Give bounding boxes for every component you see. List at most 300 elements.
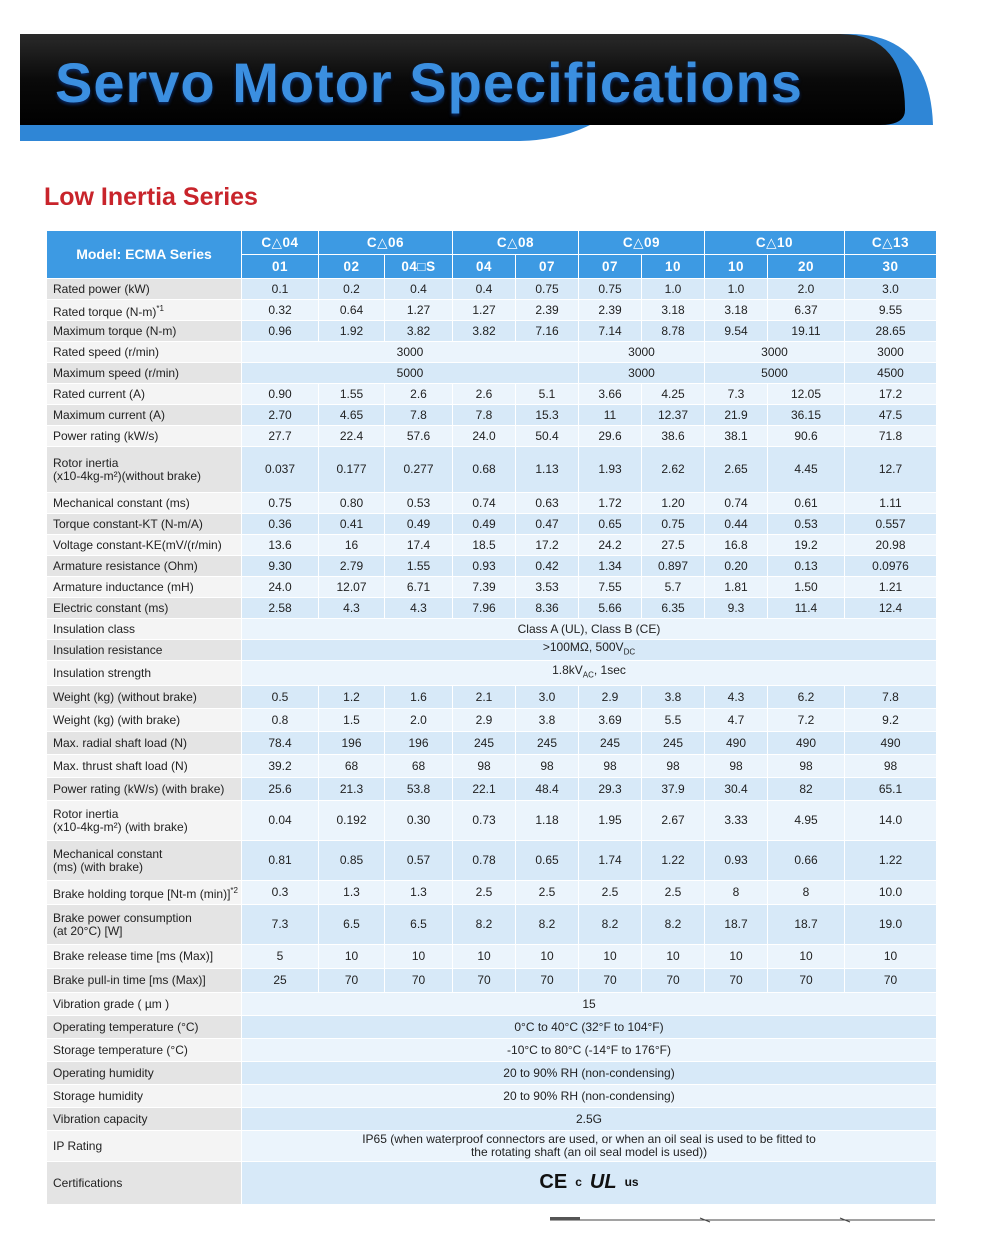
spec-row [47,556,937,577]
spec-value: 0.47 [516,514,579,535]
spec-value: 82 [768,778,845,801]
spec-value: 2.70 [242,405,319,426]
spec-label [47,447,242,493]
spec-value: 1.27 [385,300,453,321]
spec-label [47,342,242,363]
spec-value: 3.53 [516,577,579,598]
spec-value: 17.2 [845,384,937,405]
spec-value: 4.3 [319,598,385,619]
spec-label-text: Storage temperature (°C) [53,1042,188,1057]
spec-value: 245 [642,732,705,755]
spec-value: 0.57 [385,841,453,881]
spec-value: 245 [516,732,579,755]
spec-value: 70 [579,969,642,993]
spec-value: 28.65 [845,321,937,342]
spec-value: 13.6 [242,535,319,556]
spec-label [47,1039,242,1062]
certification-logos [539,1170,639,1193]
spec-footnote: *1 [156,303,164,313]
spec-value-subscript: DC [623,647,636,657]
spec-value-text: 20 to 90% RH (non-condensing) [503,1088,675,1103]
spec-value: 1.74 [579,841,642,881]
spec-value: 0.2 [319,279,385,300]
spec-value: 9.55 [845,300,937,321]
spec-row [47,881,937,905]
spec-label-text: Maximum speed (r/min) [53,365,180,380]
spec-value: 0.177 [319,447,385,493]
spec-value: 1.55 [385,556,453,577]
model-number: 30 [845,255,937,279]
spec-value: 1.18 [516,801,579,841]
spec-value: 50.4 [516,426,579,447]
spec-value: 98 [642,755,705,778]
spec-value: 12.07 [319,577,385,598]
spec-value: 10 [319,945,385,969]
spec-label [47,556,242,577]
spec-value: 196 [385,732,453,755]
spec-value: 0.78 [453,841,516,881]
spec-row [47,1039,937,1062]
spec-label-text: Torque constant-KT (N-m/A) [53,516,203,531]
spec-value: 18.7 [705,905,768,945]
spec-value: 98 [705,755,768,778]
spec-value: 2.39 [579,300,642,321]
spec-value: 2.39 [516,300,579,321]
spec-label-text: Vibration capacity [53,1111,148,1126]
spec-value: 3.33 [705,801,768,841]
spec-value: 0.8 [242,709,319,732]
spec-value: 0.93 [705,841,768,881]
spec-label [47,945,242,969]
spec-label-text: Certifications [53,1175,123,1190]
spec-value: 0.20 [705,556,768,577]
spec-value: 0.61 [768,493,845,514]
spec-row [47,577,937,598]
spec-label-text: Rated current (A) [53,386,146,401]
spec-value: 3000 [705,342,845,363]
spec-label [47,881,242,905]
spec-value: 0.13 [768,556,845,577]
spec-label-text: Voltage constant-KE(mV/(r/min) [53,537,222,552]
us-mark: us [624,1174,639,1189]
spec-row [47,493,937,514]
spec-label-text: Insulation strength [53,665,152,680]
spec-value: 1.5 [319,709,385,732]
spec-row [47,279,937,300]
spec-value: 196 [319,732,385,755]
spec-value: 90.6 [768,426,845,447]
spec-value: 27.7 [242,426,319,447]
group-header: C△09 [579,231,705,255]
spec-value: 5.7 [642,577,705,598]
spec-value: 38.6 [642,426,705,447]
spec-value: 0.81 [242,841,319,881]
spec-value-merged [242,1131,937,1162]
spec-row [47,1108,937,1131]
spec-value: 0.90 [242,384,319,405]
spec-value: 7.16 [516,321,579,342]
banner-title: Servo Motor Specifications [55,51,803,114]
spec-value-merged [242,1016,937,1039]
spec-label-text: Power rating (kW/s) (with brake) [53,781,225,796]
spec-value: 21.3 [319,778,385,801]
spec-label [47,732,242,755]
spec-label-text: Power rating (kW/s) [53,428,159,443]
spec-label [47,321,242,342]
certifications-cell [242,1162,937,1205]
spec-label [47,598,242,619]
spec-value-text: 2.5G [575,1111,602,1126]
spec-value: 4.3 [385,598,453,619]
spec-value: 0.277 [385,447,453,493]
spec-row [47,640,937,661]
spec-label [47,1016,242,1039]
spec-value: 3.0 [516,686,579,709]
spec-label-text: Max. thrust shaft load (N) [53,758,188,773]
spec-label [47,1131,242,1162]
spec-label [47,426,242,447]
spec-value: 19.2 [768,535,845,556]
spec-value: 5.5 [642,709,705,732]
spec-label [47,577,242,598]
spec-value: 14.0 [845,801,937,841]
spec-value: 1.11 [845,493,937,514]
spec-value: 1.22 [845,841,937,881]
spec-value: 3000 [242,342,579,363]
spec-value: 0.65 [579,514,642,535]
spec-label-text: IP Rating [53,1138,103,1153]
spec-row [47,321,937,342]
spec-value: 0.85 [319,841,385,881]
spec-value: 24.2 [579,535,642,556]
spec-value: 3000 [579,342,705,363]
spec-value: 53.8 [385,778,453,801]
spec-value: 18.7 [768,905,845,945]
spec-value: 78.4 [242,732,319,755]
spec-value: 7.8 [845,686,937,709]
spec-value: 2.6 [453,384,516,405]
spec-value: 1.92 [319,321,385,342]
spec-value: 2.9 [453,709,516,732]
spec-value: 1.81 [705,577,768,598]
spec-label-text-line2: (ms) (with brake) [53,859,144,874]
spec-label-text: Armature resistance (Ohm) [53,558,198,573]
spec-value: 3.66 [579,384,642,405]
spec-row [47,801,937,841]
spec-value: 9.3 [705,598,768,619]
spec-row [47,1131,937,1162]
spec-value: 3.18 [705,300,768,321]
spec-value: 0.42 [516,556,579,577]
spec-value-text: IP65 (when waterproof connectors are used, or when an oil seal is used to be fitted to [362,1132,816,1146]
spec-row [47,300,937,321]
spec-row [47,993,937,1016]
spec-row [47,342,937,363]
spec-row [47,778,937,801]
spec-value-subscript: AC [582,670,594,680]
spec-value: 5 [242,945,319,969]
spec-label [47,1085,242,1108]
spec-value: 16 [319,535,385,556]
spec-value: 17.4 [385,535,453,556]
spec-value: 98 [579,755,642,778]
spec-value: 0.68 [453,447,516,493]
spec-value: 21.9 [705,405,768,426]
spec-value: 2.5 [516,881,579,905]
spec-label [47,640,242,661]
spec-row [47,619,937,640]
spec-label-text: Storage humidity [53,1088,144,1103]
spec-label [47,969,242,993]
spec-value: 1.22 [642,841,705,881]
spec-value: 1.13 [516,447,579,493]
spec-value: 9.54 [705,321,768,342]
spec-label-text: Brake power consumption [53,910,192,925]
model-label: Model: ECMA Series [47,231,242,279]
spec-label [47,841,242,881]
spec-label [47,405,242,426]
spec-value: 8.2 [642,905,705,945]
spec-value: 2.5 [642,881,705,905]
spec-value: 0.32 [242,300,319,321]
spec-value: 0.5 [242,686,319,709]
spec-value: 3.18 [642,300,705,321]
spec-value: 3000 [579,363,705,384]
spec-value-text: -10°C to 80°C (-14°F to 176°F) [507,1042,671,1057]
spec-row [47,447,937,493]
spec-value: 0.04 [242,801,319,841]
spec-label-text-line2: (at 20°C) [W] [53,923,123,938]
spec-value: 0.36 [242,514,319,535]
spec-row [47,969,937,993]
group-header: C△13 [845,231,937,255]
spec-value: 22.4 [319,426,385,447]
spec-label-text: Armature inductance (mH) [53,579,194,594]
model-number: 04 [453,255,516,279]
spec-value: 10 [642,945,705,969]
spec-value: 70 [845,969,937,993]
spec-value-tail: , 1sec [593,663,626,678]
spec-value: 70 [516,969,579,993]
spec-value: 10 [385,945,453,969]
spec-label-text: Rated torque (N-m) [53,304,157,319]
spec-value: 27.5 [642,535,705,556]
section-title: Low Inertia Series [44,183,258,211]
spec-row [47,384,937,405]
spec-value: 8.2 [453,905,516,945]
spec-value: 98 [453,755,516,778]
spec-value: 0.41 [319,514,385,535]
spec-value: 39.2 [242,755,319,778]
model-number: 04□S [385,255,453,279]
spec-value: 7.96 [453,598,516,619]
spec-value: 4.7 [705,709,768,732]
spec-value: 0.037 [242,447,319,493]
group-header: C△06 [319,231,453,255]
spec-row [47,426,937,447]
spec-label [47,1162,242,1205]
spec-value: 6.2 [768,686,845,709]
spec-label-text-line2: (x10-4kg-m²)(without brake) [53,468,202,483]
spec-value-text: the rotating shaft (an oil seal model is used)) [470,1145,708,1159]
spec-value: 11.4 [768,598,845,619]
spec-label [47,686,242,709]
spec-value-text: >100MΩ, 500V [542,640,624,655]
spec-value: 3.69 [579,709,642,732]
spec-value: 1.21 [845,577,937,598]
spec-value: 2.79 [319,556,385,577]
spec-value: 29.3 [579,778,642,801]
spec-value: 2.9 [579,686,642,709]
spec-label-text: Maximum torque (N-m) [53,323,177,338]
spec-value: 0.75 [242,493,319,514]
spec-value: 6.5 [319,905,385,945]
spec-label-text: Weight (kg) (with brake) [53,712,181,727]
spec-value: 5.66 [579,598,642,619]
spec-value: 25.6 [242,778,319,801]
spec-value: 98 [768,755,845,778]
spec-value: 10 [705,945,768,969]
spec-value: 8.2 [579,905,642,945]
spec-value: 1.72 [579,493,642,514]
spec-value: 10 [845,945,937,969]
spec-row [47,732,937,755]
spec-value: 7.39 [453,577,516,598]
spec-value: 2.67 [642,801,705,841]
model-number: 01 [242,255,319,279]
spec-value: 10 [516,945,579,969]
spec-value: 1.95 [579,801,642,841]
spec-value: 10 [768,945,845,969]
spec-value: 490 [705,732,768,755]
spec-value: 4.25 [642,384,705,405]
spec-value: 12.37 [642,405,705,426]
spec-label [47,905,242,945]
spec-value: 22.1 [453,778,516,801]
spec-table [46,230,937,1205]
spec-label-text: Mechanical constant (ms) [53,495,190,510]
spec-value: 20.98 [845,535,937,556]
spec-value: 0.75 [642,514,705,535]
ce-mark-icon: CE [539,1170,568,1193]
spec-value: 0.4 [453,279,516,300]
spec-value-merged [242,640,937,661]
spec-label-text: Brake pull-in time [ms (Max)] [53,973,206,987]
spec-value: 1.6 [385,686,453,709]
spec-value: 1.2 [319,686,385,709]
spec-value-text: 0°C to 40°C (32°F to 104°F) [514,1019,664,1034]
spec-value: 65.1 [845,778,937,801]
spec-value: 71.8 [845,426,937,447]
spec-row [47,363,937,384]
spec-label-text: Electric constant (ms) [53,600,169,615]
spec-footnote: *2 [230,886,238,895]
spec-label [47,535,242,556]
spec-value-text: 15 [582,996,596,1011]
spec-label-text-line2: (x10-4kg-m²) (with brake) [53,819,188,834]
spec-value: 0.74 [453,493,516,514]
spec-value-merged [242,993,937,1016]
spec-value: 70 [385,969,453,993]
spec-label-text: Max. radial shaft load (N) [53,735,188,750]
spec-value: 4.45 [768,447,845,493]
spec-value: 25 [242,969,319,993]
spec-value: 7.8 [453,405,516,426]
spec-value: 70 [319,969,385,993]
spec-value: 7.2 [768,709,845,732]
spec-label-text: Maximum current (A) [53,407,166,422]
spec-value: 3.82 [385,321,453,342]
spec-value: 3000 [845,342,937,363]
spec-value: 0.63 [516,493,579,514]
spec-label [47,384,242,405]
spec-value: 1.93 [579,447,642,493]
spec-value-merged [242,1062,937,1085]
ul-mark-icon: UL [589,1170,617,1193]
spec-value: 0.30 [385,801,453,841]
spec-value-merged [242,1085,937,1108]
spec-value: 24.0 [242,577,319,598]
model-number: 02 [319,255,385,279]
spec-value-merged [242,661,937,686]
spec-value: 490 [845,732,937,755]
group-header: C△08 [453,231,579,255]
spec-value: 98 [845,755,937,778]
spec-value: 1.55 [319,384,385,405]
spec-value: 0.557 [845,514,937,535]
spec-row [47,686,937,709]
spec-value-text: 1.8kV [552,663,583,678]
spec-value: 10 [579,945,642,969]
model-number: 10 [642,255,705,279]
spec-row [47,661,937,686]
spec-value: 8.2 [516,905,579,945]
spec-row [47,709,937,732]
spec-value: 1.3 [385,881,453,905]
spec-label-text: Rotor inertia [53,806,119,821]
group-header: C△04 [242,231,319,255]
spec-label [47,1108,242,1131]
group-header: C△10 [705,231,845,255]
spec-value: 6.37 [768,300,845,321]
spec-label [47,993,242,1016]
spec-value: 0.75 [516,279,579,300]
spec-label [47,493,242,514]
spec-value: 2.0 [768,279,845,300]
spec-value: 2.6 [385,384,453,405]
spec-value-merged [242,619,937,640]
spec-value: 4.65 [319,405,385,426]
spec-value: 0.0976 [845,556,937,577]
spec-value: 0.66 [768,841,845,881]
spec-value: 4.3 [705,686,768,709]
spec-label [47,755,242,778]
spec-value: 1.0 [642,279,705,300]
spec-value-text: 20 to 90% RH (non-condensing) [503,1065,675,1080]
spec-value: 47.5 [845,405,937,426]
spec-value: 36.15 [768,405,845,426]
spec-row [47,1062,937,1085]
c-mark: c [575,1174,582,1189]
spec-value: 7.3 [242,905,319,945]
spec-value: 7.3 [705,384,768,405]
spec-label-text: Operating humidity [53,1065,154,1080]
spec-label-text: Insulation resistance [53,642,163,657]
spec-label [47,661,242,686]
spec-value: 0.80 [319,493,385,514]
model-number: 07 [516,255,579,279]
spec-value: 0.44 [705,514,768,535]
